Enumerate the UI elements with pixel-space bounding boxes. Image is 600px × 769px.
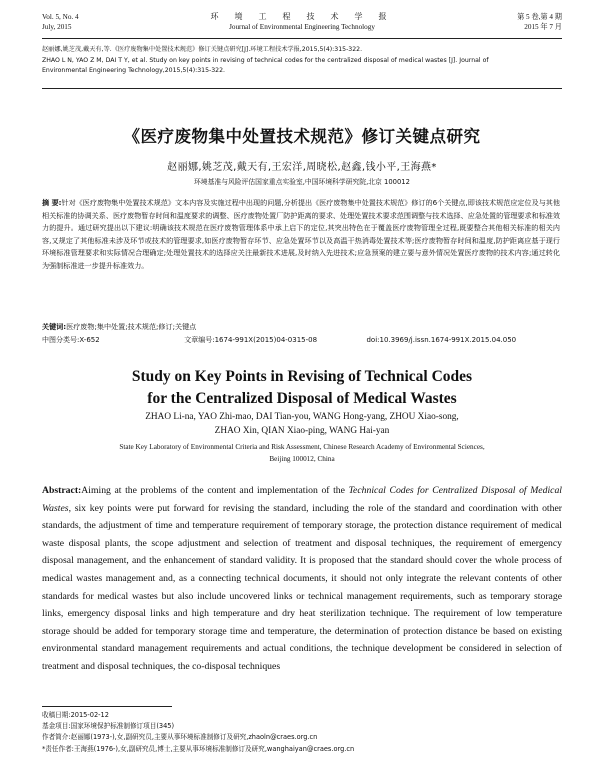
journal-name-cn: 环 境 工 程 技 术 学 报: [210, 12, 394, 21]
affiliation-en: [42, 441, 562, 465]
affil-en-line2: Beijing 100012, China: [269, 455, 335, 463]
abstract-italic-title: Technical Codes for Centralized Disposal of Medical Wastes: [42, 485, 562, 514]
authors-en-line1: ZHAO Li-na, YAO Zhi-mao, DAI Tian-you, WANG Hong-yang, ZHOU Xiao-song,: [145, 412, 459, 422]
title-en-line1: Study on Key Points in Revising of Technical Codes: [131, 368, 473, 385]
keywords-label-cn: 关键词:: [42, 322, 67, 331]
header-rule: [42, 38, 562, 39]
corresponding-author: *责任作者:王海燕(1976-),女,副研究员,博士,主要从事环境标准制修订及研究,wanghaiyan@craes.org.cn: [42, 744, 355, 753]
keywords-text-cn: 医疗废物;集中处置;技术规范;修订;关键点: [66, 322, 197, 331]
citation-rule: [42, 88, 562, 89]
classification-line: [42, 335, 562, 345]
journal-name: [42, 12, 562, 32]
authors-en-line2: ZHAO Xin, QIAN Xiao-ping, WANG Hai-yan: [214, 426, 390, 436]
citation-block: [42, 45, 562, 77]
volume-issue-cn: [517, 12, 562, 32]
keywords-cn: [42, 322, 562, 332]
affiliation-cn: 环境基准与风险评估国家重点实验室,中国环境科学研究院,北京 100012: [194, 178, 410, 186]
running-header: [42, 12, 562, 40]
volume-label-cn: 第 5 卷,第 4 期: [517, 13, 562, 21]
footnote-rule: [42, 706, 172, 707]
author-info: 作者简介:赵丽娜(1973-),女,副研究员,主要从事环境标准制修订及研究,zhaoln@craes.org.cn: [42, 733, 318, 742]
abstract-text-cn: 针对《医疗废物集中处置技术规范》文本内容及实施过程中出现的问题,分析提出《医疗废物集中处置技术规范》修订的6个关键点,即该技术规范应定位及与其他相关标准的协调关系、医疗废物暂存时间和温度要求的调整、医疗废物处置厂防护距离的要求、处理处置技术要求范围调整与技术选择、应急处置的管理要求和标准效力的提升。通过研究提出以下建议:明确该技术规范在医疗废物管理体系中承上启下的定位,其突出特色在于覆盖医疗废物管理全过程,既要整合其他相关标准的相关内容,又规定了其他标准未涉及环节或技术的管理要求,如医疗废物暂存环节、应急处置环节以及高温干热消毒处置技术等;医疗废物暂存时间和温度,防护距离应基于现行环境标准管理要求和实际情况合理确定;处理处置技术的选择应关注最新技术进展,及时纳入先进技术;应急预案的建立要与意外情况处置医疗废物的技术内容;通过转化为强制标准进一步提升标准效力。: [42, 198, 560, 270]
footnotes: [42, 710, 562, 755]
received-date: 收稿日期:2015-02-12: [42, 711, 109, 719]
author-list-en: [42, 410, 562, 438]
date-label: July, 2015: [42, 23, 72, 31]
paper-title-en: [42, 366, 562, 410]
abstract-label-en: Abstract:: [42, 485, 82, 496]
citation-en: ZHAO L N, YAO Z M, DAI T Y, et al. Study on key points in revising of technical codes for the centralized disposal of medical wastes [J]. Journal of: [42, 56, 489, 64]
author-list-cn: 赵丽娜,姚芝茂,戴天有,王宏洋,周晓松,赵鑫,钱小平,王海燕*: [167, 162, 437, 173]
abstract-cn: [42, 197, 560, 273]
abstract-en: [42, 482, 562, 676]
paper-title-cn: 《医疗废物集中处置技术规范》修订关键点研究: [123, 127, 481, 146]
citation-cn: 赵丽娜,姚芝茂,戴天有,等.《医疗废物集中处置技术规范》修订关键点研究[J].环境工程技术学报,2015,5(4):315-322.: [42, 46, 363, 53]
article-number: 文章编号:1674-991X(2015)04-0315-08: [184, 336, 318, 344]
fund-info: 基金项目:国家环境保护标准制修订项目(345): [42, 722, 175, 731]
abstract-lead-en: Aiming at the problems of the content and implementation of the: [81, 485, 349, 496]
affil-en-line1: State Key Laboratory of Environmental Criteria and Risk Assessment, Chinese Research Academy of Environmental Sciences,: [119, 443, 485, 451]
abstract-label-cn: 摘 要:: [42, 198, 62, 207]
clc-number: 中图分类号:X-652: [42, 336, 100, 344]
citation-en-cont: Environmental Engineering Technology,2015,5(4):315-322.: [42, 67, 226, 74]
journal-name-en: Journal of Environmental Engineering Technology: [229, 23, 375, 31]
volume-label: Vol. 5, No. 4: [42, 13, 79, 21]
abstract-text-en: , six key points were put forward for revising the standard, including the role of the standard and coordination with other standards, the adjustment of time and temperature requirement of temporary storage, the protection distance requirement of medical waste disposal plants, the scope adjustment and selection of treatment and disposal techniques, the requirement of emergency disposal management, and the enhancement of standard validity. It is proposed that the standard should cover the whole process of medical wastes management and, as a connecting technical documents, it should not only integrate the relevant contents of other standards for medical wastes but also include uncovered links or technical management requirements, such as temporary storage links, emergency disposal links and high temperature and dry heat sterilization technique. The requirement of low temperature storage should be added for temporary storage time and temperature, the determination of protection distance be based on existing environmental standard management requirements and actual conditions, the technique development be considered in selection of treatment and disposal techniques, the co-disposal techniques: [42, 502, 562, 672]
date-label-cn: 2015 年 7 月: [524, 23, 562, 31]
doi: doi:10.3969/j.issn.1674-991X.2015.04.050: [366, 336, 517, 344]
title-en-line2: for the Centralized Disposal of Medical Wastes: [147, 390, 457, 407]
